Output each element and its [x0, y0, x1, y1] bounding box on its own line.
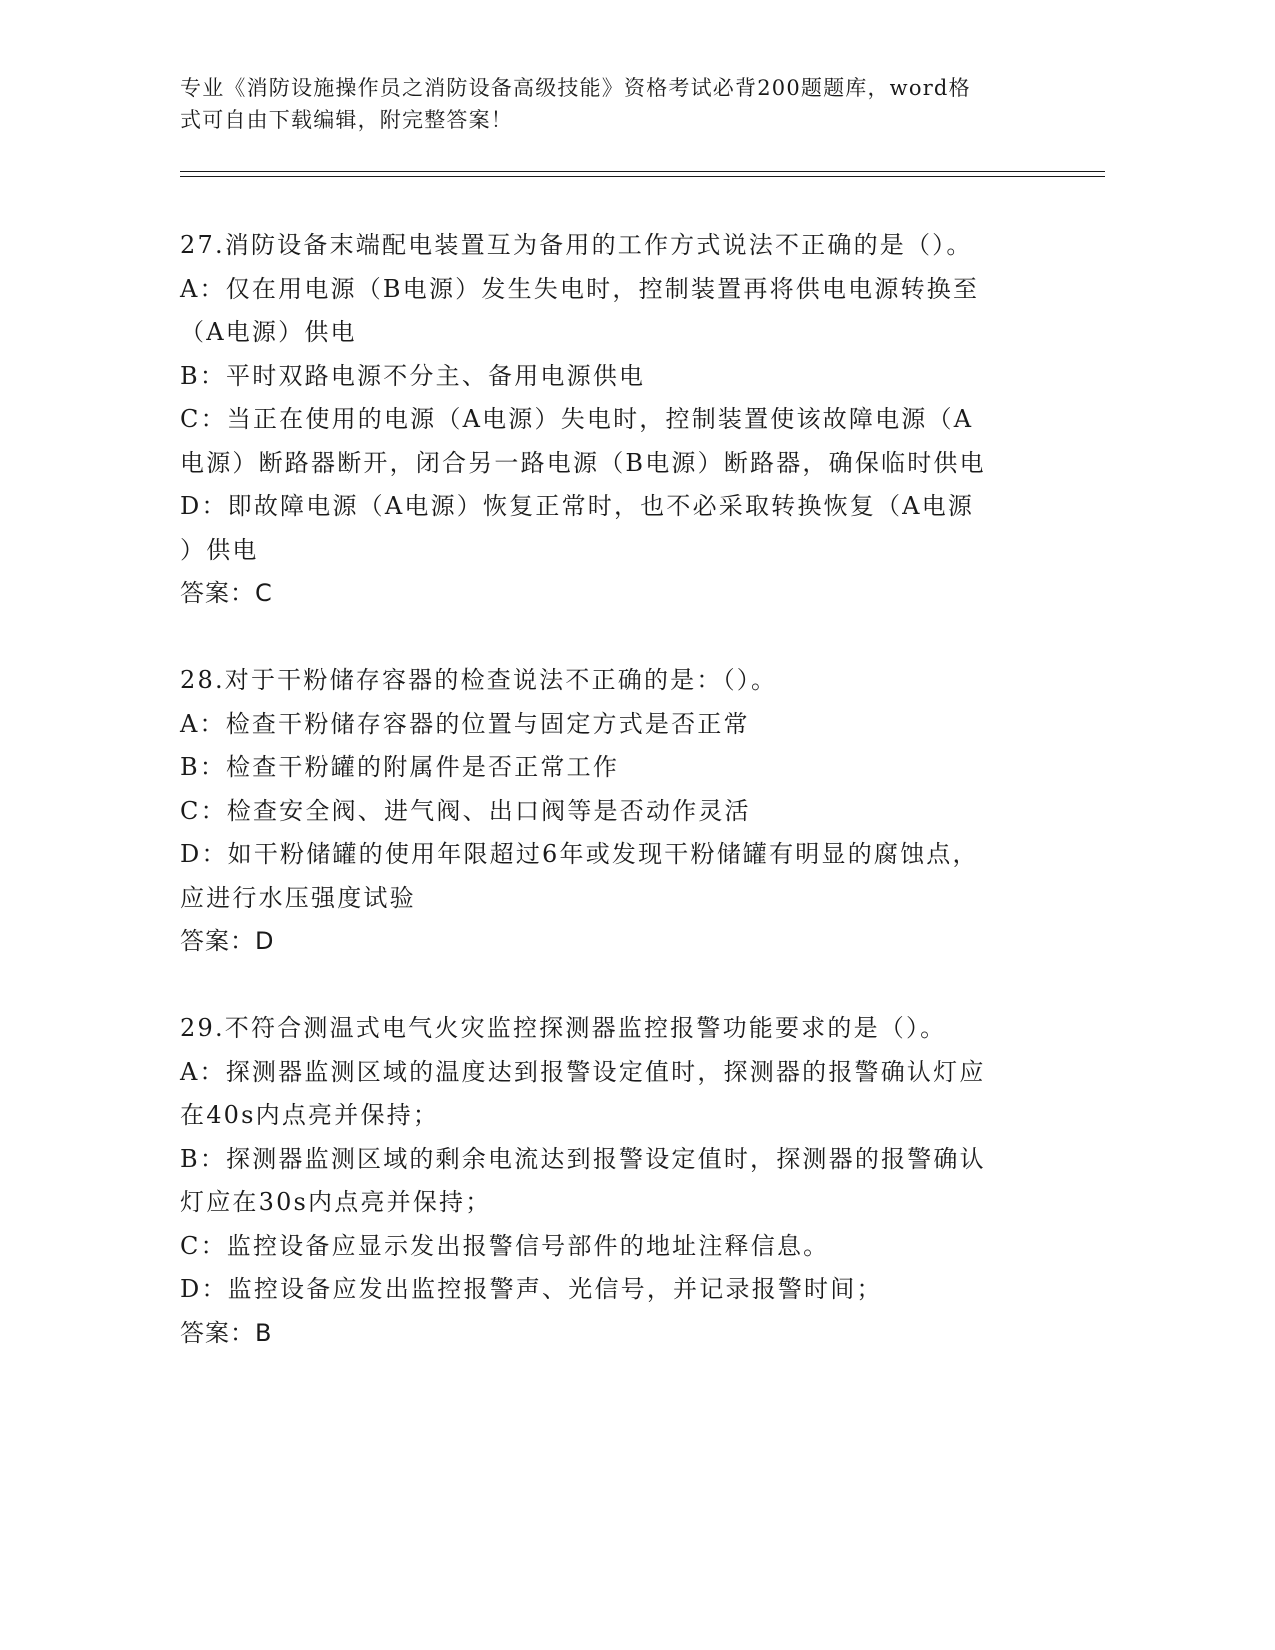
header-line: 式可自由下载编辑，附完整答案！ [180, 108, 513, 132]
header-divider [180, 176, 1105, 177]
option-line: A：探测器监测区域的温度达到报警设定值时，探测器的报警确认灯应 [180, 1057, 986, 1086]
option-line: B：检查干粉罐的附属件是否正常工作 [180, 753, 620, 781]
question-stem: 29.不符合测温式电气火灾监控探测器监控报警功能要求的是（）。 [180, 1014, 947, 1042]
answer-label: 答案：C [180, 579, 273, 607]
option-line: A：仅在用电源（B电源）发生失电时，控制装置再将供电电源转换至 [180, 274, 980, 303]
answer-label: 答案：D [180, 927, 275, 955]
option-line: 电源）断路器断开，闭合另一路电源（B电源）断路器，确保临时供电 [180, 448, 986, 477]
option-line: D：如干粉储罐的使用年限超过6年或发现干粉储罐有明显的腐蚀点， [180, 840, 979, 868]
answer-label: 答案：B [180, 1318, 273, 1347]
option-line: C：监控设备应显示发出报警信号部件的地址注释信息。 [180, 1231, 830, 1260]
option-line: B：平时双路电源不分主、备用电源供电 [180, 361, 646, 390]
question-list [180, 224, 1050, 1399]
question-stem: 27.消防设备末端配电装置互为备用的工作方式说法不正确的是（）。 [180, 231, 973, 259]
option-line: A：检查干粉储存容器的位置与固定方式是否正常 [180, 709, 750, 738]
header-divider [180, 171, 1105, 172]
option-line: （A电源）供电 [180, 318, 357, 346]
option-line: 在40s内点亮并保持； [180, 1101, 440, 1129]
question-29 [180, 1007, 1050, 1355]
option-line: C：检查安全阀、进气阀、出口阀等是否动作灵活 [180, 796, 751, 825]
option-line: D：即故障电源（A电源）恢复正常时，也不必采取转换恢复（A电源 [180, 492, 975, 520]
option-line: 应进行水压强度试验 [180, 883, 416, 912]
document-header [180, 72, 1080, 136]
option-line: ）供电 [180, 535, 259, 564]
question-27 [180, 224, 1050, 616]
option-line: 灯应在30s内点亮并保持； [180, 1188, 492, 1216]
option-line: C：当正在使用的电源（A电源）失电时，控制装置使该故障电源（A [180, 405, 974, 433]
option-line: B：探测器监测区域的剩余电流达到报警设定值时，探测器的报警确认 [180, 1144, 986, 1173]
header-line: 专业《消防设施操作员之消防设备高级技能》资格考试必背200题题库，word格 [180, 76, 971, 100]
question-stem: 28.对于干粉储存容器的检查说法不正确的是：（）。 [180, 666, 778, 694]
question-28 [180, 659, 1050, 964]
option-line: D：监控设备应发出监控报警声、光信号，并记录报警时间； [180, 1275, 883, 1303]
